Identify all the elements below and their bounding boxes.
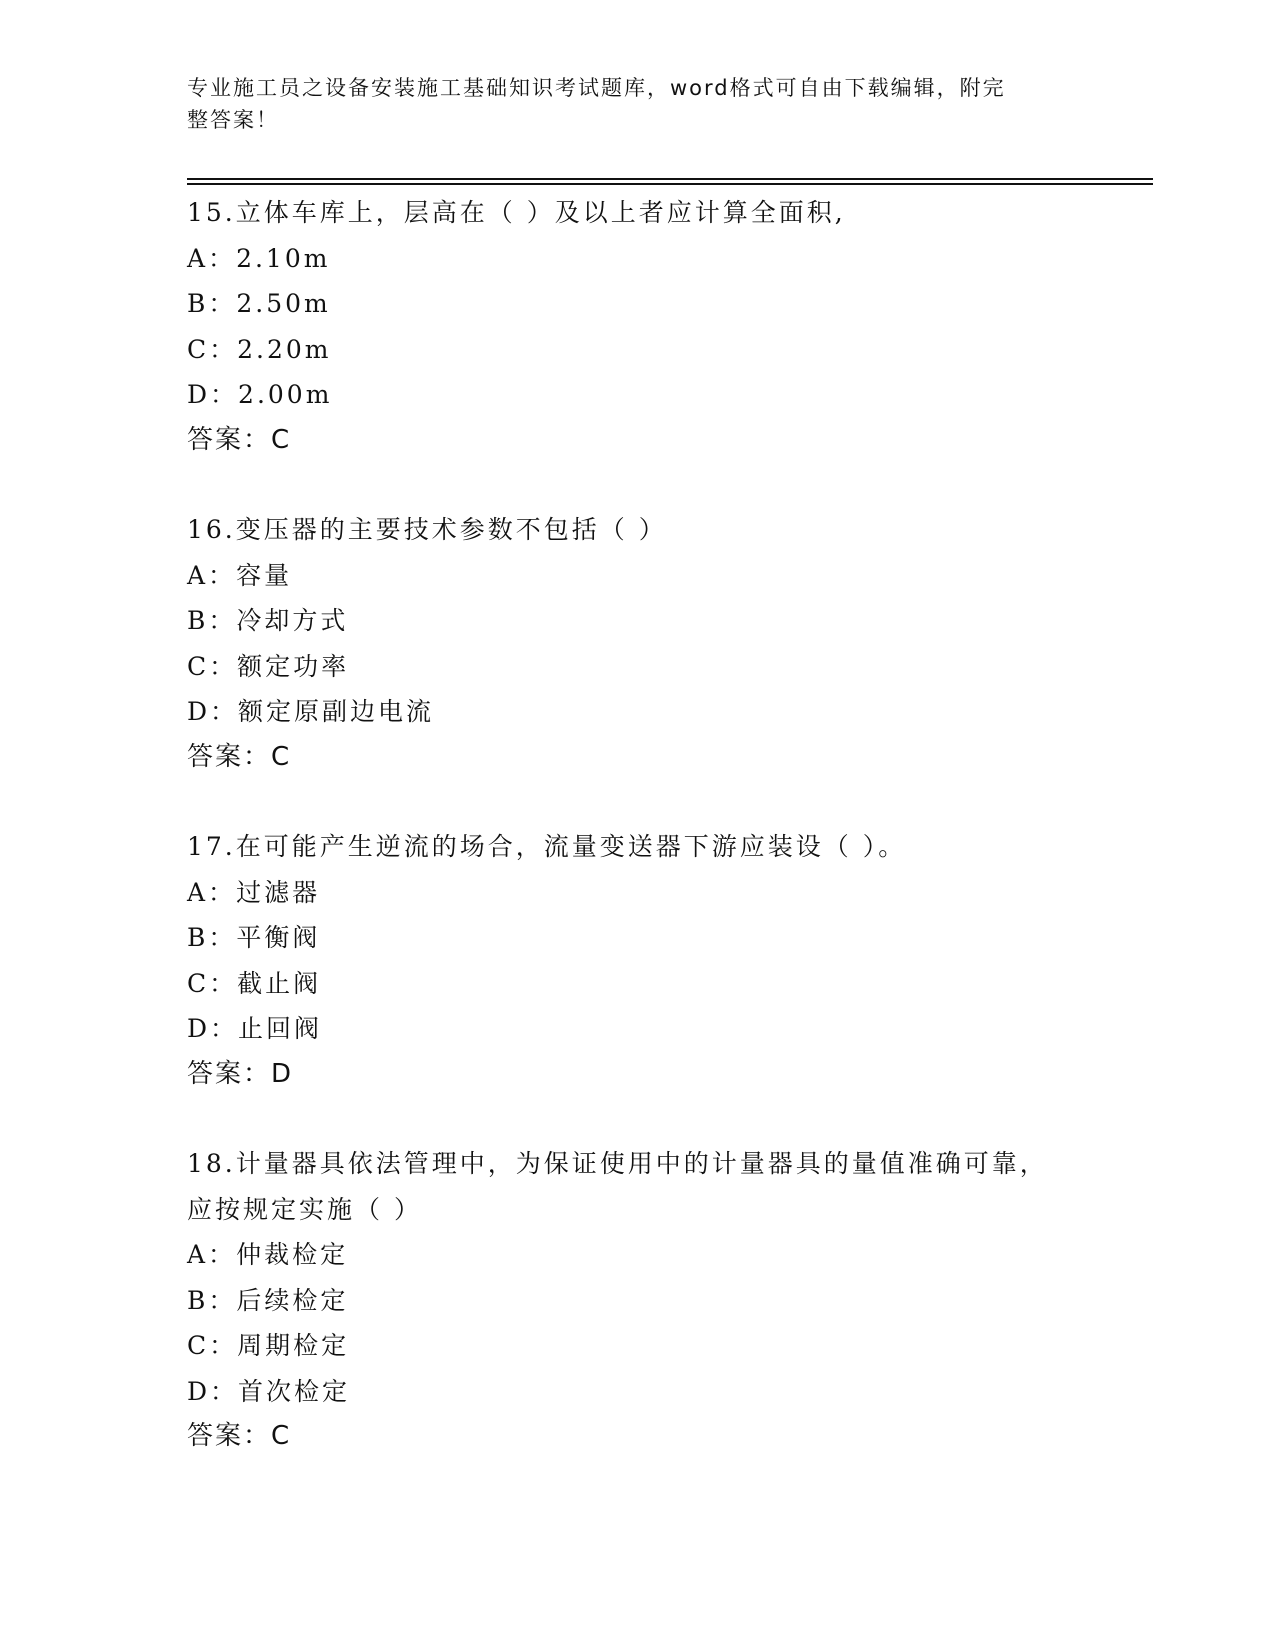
option-key: C： bbox=[187, 1331, 238, 1360]
option-key: B： bbox=[187, 923, 237, 952]
question-stem-line-1: 18.计量器具依法管理中，为保证使用中的计量器具的量值准确可靠， bbox=[187, 1149, 1048, 1178]
option-c bbox=[187, 1323, 1147, 1369]
option-key: D： bbox=[187, 1376, 239, 1406]
option-key: A： bbox=[187, 877, 237, 907]
option-a bbox=[187, 553, 1147, 599]
option-b bbox=[187, 915, 1147, 961]
answer-label: 答案： bbox=[187, 424, 272, 455]
question-stem: 15.立体车库上，层高在（ ）及以上者应计算全面积, bbox=[187, 198, 846, 227]
option-key: D： bbox=[187, 380, 239, 409]
question-stem-line-2: 应按规定实施（ ） bbox=[187, 1194, 422, 1224]
header-line-2: 整答案！ bbox=[187, 108, 279, 132]
option-a bbox=[187, 870, 1147, 916]
option-text: 后续检定 bbox=[236, 1285, 349, 1315]
question-stem: 16.变压器的主要技术参数不包括（ ） bbox=[187, 515, 667, 544]
option-b bbox=[187, 1278, 1147, 1324]
answer-label: 答案： bbox=[187, 1421, 272, 1451]
document-header bbox=[187, 72, 1067, 136]
option-text: 额定原副边电流 bbox=[238, 697, 435, 726]
question-16 bbox=[187, 507, 1147, 780]
option-key: A： bbox=[187, 560, 237, 590]
header-divider-top bbox=[187, 178, 1153, 180]
option-d bbox=[187, 689, 1147, 735]
option-text: 平衡阀 bbox=[236, 923, 321, 952]
option-key: D： bbox=[187, 697, 239, 726]
option-key: A： bbox=[187, 1240, 237, 1269]
option-key: C： bbox=[187, 651, 238, 681]
option-text: 2.50m bbox=[236, 289, 331, 318]
answer-label: 答案： bbox=[187, 1058, 272, 1089]
option-d bbox=[187, 372, 1147, 418]
option-key: A： bbox=[187, 243, 237, 273]
option-text: 止回阀 bbox=[238, 1014, 323, 1043]
option-text: 2.00m bbox=[238, 380, 333, 409]
option-d bbox=[187, 1006, 1147, 1052]
question-spacer bbox=[187, 780, 1147, 824]
option-key: B： bbox=[187, 606, 237, 635]
answer-line bbox=[187, 735, 1147, 781]
option-text: 首次检定 bbox=[238, 1376, 351, 1406]
option-text: 2.10m bbox=[236, 243, 331, 273]
answer-line bbox=[187, 418, 1147, 464]
option-b bbox=[187, 598, 1147, 644]
option-key: B： bbox=[187, 289, 237, 318]
option-d bbox=[187, 1369, 1147, 1415]
option-key: C： bbox=[187, 968, 238, 998]
option-text: 容量 bbox=[236, 560, 293, 590]
question-spacer bbox=[187, 1097, 1147, 1141]
option-key: C： bbox=[187, 334, 238, 364]
option-b bbox=[187, 281, 1147, 327]
answer-value: C bbox=[271, 424, 292, 455]
question-18 bbox=[187, 1141, 1147, 1460]
option-key: D： bbox=[187, 1014, 239, 1043]
option-text: 过滤器 bbox=[236, 877, 321, 907]
option-a bbox=[187, 1232, 1147, 1278]
option-text: 周期检定 bbox=[237, 1331, 350, 1360]
header-line-1: 专业施工员之设备安装施工基础知识考试题库，word格式可自由下载编辑，附完 bbox=[187, 76, 1006, 100]
option-text: 冷却方式 bbox=[236, 606, 349, 635]
answer-line bbox=[187, 1052, 1147, 1098]
question-17 bbox=[187, 824, 1147, 1097]
option-c bbox=[187, 961, 1147, 1007]
header-divider-bottom bbox=[187, 183, 1153, 185]
option-key: B： bbox=[187, 1285, 237, 1315]
option-text: 截止阀 bbox=[237, 968, 322, 998]
question-list bbox=[187, 190, 1147, 1460]
answer-label: 答案： bbox=[187, 741, 272, 772]
option-text: 仲裁检定 bbox=[236, 1240, 349, 1269]
answer-value: D bbox=[271, 1058, 294, 1089]
option-text: 额定功率 bbox=[237, 651, 350, 681]
option-c bbox=[187, 327, 1147, 373]
option-text: 2.20m bbox=[237, 334, 332, 364]
answer-line bbox=[187, 1414, 1147, 1460]
answer-value: C bbox=[271, 1421, 292, 1451]
question-stem: 17.在可能产生逆流的场合，流量变送器下游应装设（ ）。 bbox=[187, 832, 907, 861]
question-15 bbox=[187, 190, 1147, 463]
answer-value: C bbox=[271, 741, 292, 772]
question-spacer bbox=[187, 463, 1147, 507]
option-a bbox=[187, 236, 1147, 282]
option-c bbox=[187, 644, 1147, 690]
